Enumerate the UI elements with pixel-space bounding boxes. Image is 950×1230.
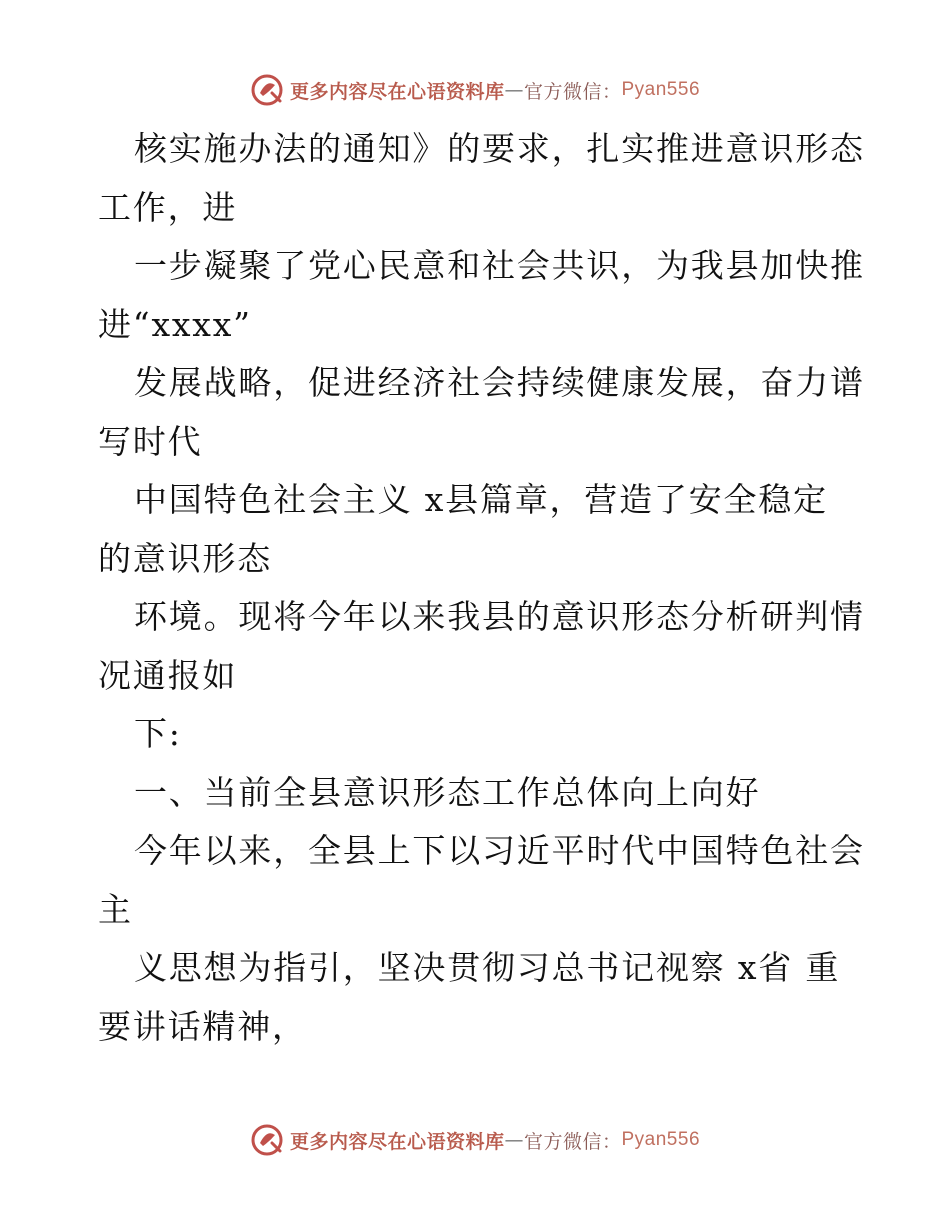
text-line: 工作，进 [98, 187, 238, 227]
text-line: 发展战略，促进经济社会持续健康发展，奋力谱 [134, 363, 865, 402]
seal-logo-icon [250, 73, 284, 107]
text-line: 主 [98, 889, 133, 929]
watermark-prefix: 更多内容尽在心语资料库 [289, 1130, 505, 1153]
watermark-separator: — [504, 1129, 524, 1151]
text-line: 要讲话精神， [98, 1006, 307, 1046]
watermark-label: 官方微信： [523, 1130, 622, 1153]
text-line: 今年以来，全县上下以习近平时代中国特色社会 [134, 831, 865, 870]
text-line: 的意识形态 [98, 538, 272, 578]
watermark-id: Pyan556 [621, 79, 701, 100]
text-line: 进“xxxx” [98, 304, 252, 344]
header-watermark [0, 70, 950, 110]
seal-logo-icon [250, 1123, 284, 1157]
text-line: 写时代 [98, 421, 203, 461]
section-heading: 一、当前全县意识形态工作总体向上向好 [134, 772, 761, 812]
document-body [98, 120, 865, 1056]
text-line: 一步凝聚了党心民意和社会共识，为我县加快推 [134, 246, 865, 285]
text-line: 下: [134, 714, 182, 753]
text-line: 核实施办法的通知》的要求，扎实推进意识形态 [134, 129, 865, 168]
text-line: 中国特色社会主义 x县篇章，营造了安全稳定 [134, 480, 828, 519]
watermark-separator: — [504, 79, 524, 101]
text-line: 义思想为指引，坚决贯彻习总书记视察 x省 重 [134, 948, 841, 987]
text-line: 况通报如 [98, 655, 238, 695]
text-line: 环境。现将今年以来我县的意识形态分析研判情 [134, 597, 865, 636]
watermark-id: Pyan556 [621, 1129, 701, 1150]
watermark-prefix: 更多内容尽在心语资料库 [289, 80, 505, 103]
watermark-label: 官方微信： [523, 80, 622, 103]
footer-watermark [0, 1120, 950, 1160]
